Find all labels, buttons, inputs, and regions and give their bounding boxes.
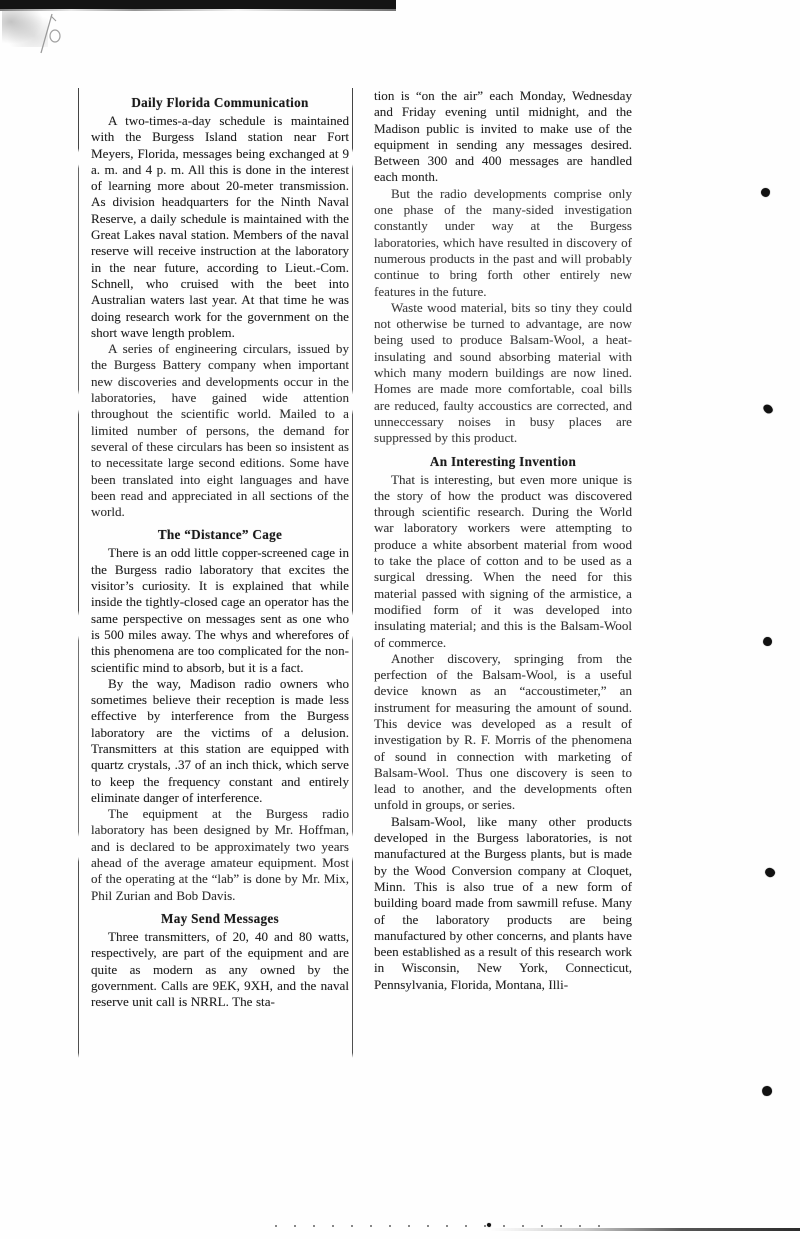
margin-speck — [764, 867, 777, 879]
paragraph: Another discovery, springing from the perfection of the Balsam-Wool, is a useful device known as an “accoustimeter,” an instrument for measuring the amount of sound. This device was developed as a result of investigation by R. F. Morris of the phenomena of sound in connection with marketing of Balsam-Wool. Thus one discovery is seen to lead to another, and the developments often unfold in groups, or series. — [374, 650, 632, 813]
scan-bottom-dot-artifact — [275, 1225, 605, 1227]
margin-speck — [762, 636, 773, 647]
section-heading-an-interesting-invention: An Interesting Invention — [429, 453, 577, 469]
paragraph: By the way, Madison radio owners who sometimes believe their reception is made less effective by interference from the Burgess laboratory are the victims of a delusion. Transmitters at this station are equipped with quartz crystals, .37 of an inch thick, which serve to keep the frequency constant and entirely eliminate danger of interference. — [91, 675, 349, 805]
margin-speck — [760, 1084, 774, 1098]
column-rule-middle — [352, 88, 353, 1093]
paragraph-continuation: tion is “on the air” each Monday, Wednesday and Friday evening until midnight, and the Madison public is invited to make use of the equipment in sending any messages desired. Between 300 and 400 messages are handled each month. — [374, 88, 632, 185]
handwritten-pencil-annotation — [30, 12, 64, 56]
section-heading-daily-florida-communication: Daily Florida Communication — [131, 95, 309, 110]
scan-bottom-edge-artifact — [490, 1228, 800, 1231]
paragraph: Three transmitters, of 20, 40 and 80 watts, respectively, are part of the equipment and are quite as modern as any owned by the government. Calls are 9EK, 9XH, and the naval reserve unit call is NRRL. The sta- — [91, 928, 349, 1010]
margin-speck — [762, 403, 775, 415]
left-column — [78, 88, 361, 1010]
scan-top-edge-artifact — [0, 0, 396, 9]
section-heading-the-distance-cage: The “Distance” Cage — [157, 527, 283, 543]
paragraph: A series of engineering circulars, issued by the Burgess Battery company when important new discoveries and developments occur in the laboratories, have gained wide attention throughout the scientific world. Mailed to a limited number of persons, the demand for several of these circulars has been so insistent as to necessitate large second editions. Some have been translated into eight languages and have been read and appreciated in all sections of the world. — [91, 341, 349, 520]
column-rule-left — [78, 88, 79, 1093]
paragraph: The equipment at the Burgess radio laboratory has been designed by Mr. Hoffman, and is declared to be approximately two years ahead of the average amateur equipment. Most of the operating at the “lab” is done by Mr. Mix, Phil Zurian and Bob Davis. — [91, 806, 349, 903]
right-column — [361, 88, 644, 1010]
paragraph: A two-times-a-day schedule is maintained with the Burgess Island station near Fort Meyers, Florida, messages being exchanged at 9 a. m. and 4 p. m. All this is done in the interest of learning more about 20-meter transmission. As division headquarters for the Ninth Naval Reserve, a daily schedule is maintained with the Great Lakes naval station. Members of the naval reserve will receive instruction at the laboratory in the near future, according to Lieut.-Com. Schnell, who cruised with the beet into Australian waters last year. At that time he was doing research work for the government on the short wave length problem. — [91, 113, 349, 340]
newspaper-clipping — [78, 88, 644, 1010]
paragraph: That is interesting, but even more unique is the story of how the product was discovered through scientific research. During the World war laboratory workers were attempting to produce a white absorbent material from wood to take the place of cotton and to be used as a surgical dressing. When the need for this material passed with signing of the armistice, a modified form of it was developed into insulating material; and this is the Balsam-Wool of commerce. — [374, 471, 632, 650]
section-heading-may-send-messages: May Send Messages — [161, 910, 279, 926]
margin-speck — [761, 188, 770, 197]
paragraph: But the radio developments comprise only one phase of the many-sided investigation constantly under way at the Burgess laboratories, which have resulted in discovery of numerous products in the past and will probably continue to bring forth other entirely new features in the future. — [374, 185, 632, 299]
paragraph: Balsam-Wool, like many other products developed in the Burgess laboratories, is not manufactured at the Burgess plants, but is made by the Wood Conversion company at Cloquet, Minn. This is also true of a new form of building board made from sawmill refuse. Many of the laboratory products are being manufactured by other concerns, and plants have been established as a result of this research work in Wisconsin, New York, Connecticut, Pennsylvania, Florida, Montana, Illi- — [374, 813, 632, 992]
paragraph: There is an odd little copper-screened cage in the Burgess radio laboratory that excites the visitor’s curiosity. It is explained that while inside the tightly-closed cage an operator has the same perspective on messages sent as one who is 500 miles away. The whys and wherefores of this phenomena are too complicated for the non-scientific mind to absorb, but it is a fact. — [91, 545, 349, 675]
paragraph: Waste wood material, bits so tiny they could not otherwise be turned to advantage, are now being used to produce Balsam-Wool, a heat-insulating and sound absorbing material with which many modern buildings are now lined. Homes are made more comfortable, coal bills are reduced, faulty accoustics are corrected, and unneccessary noises in busy places are suppressed by this product. — [374, 299, 632, 446]
